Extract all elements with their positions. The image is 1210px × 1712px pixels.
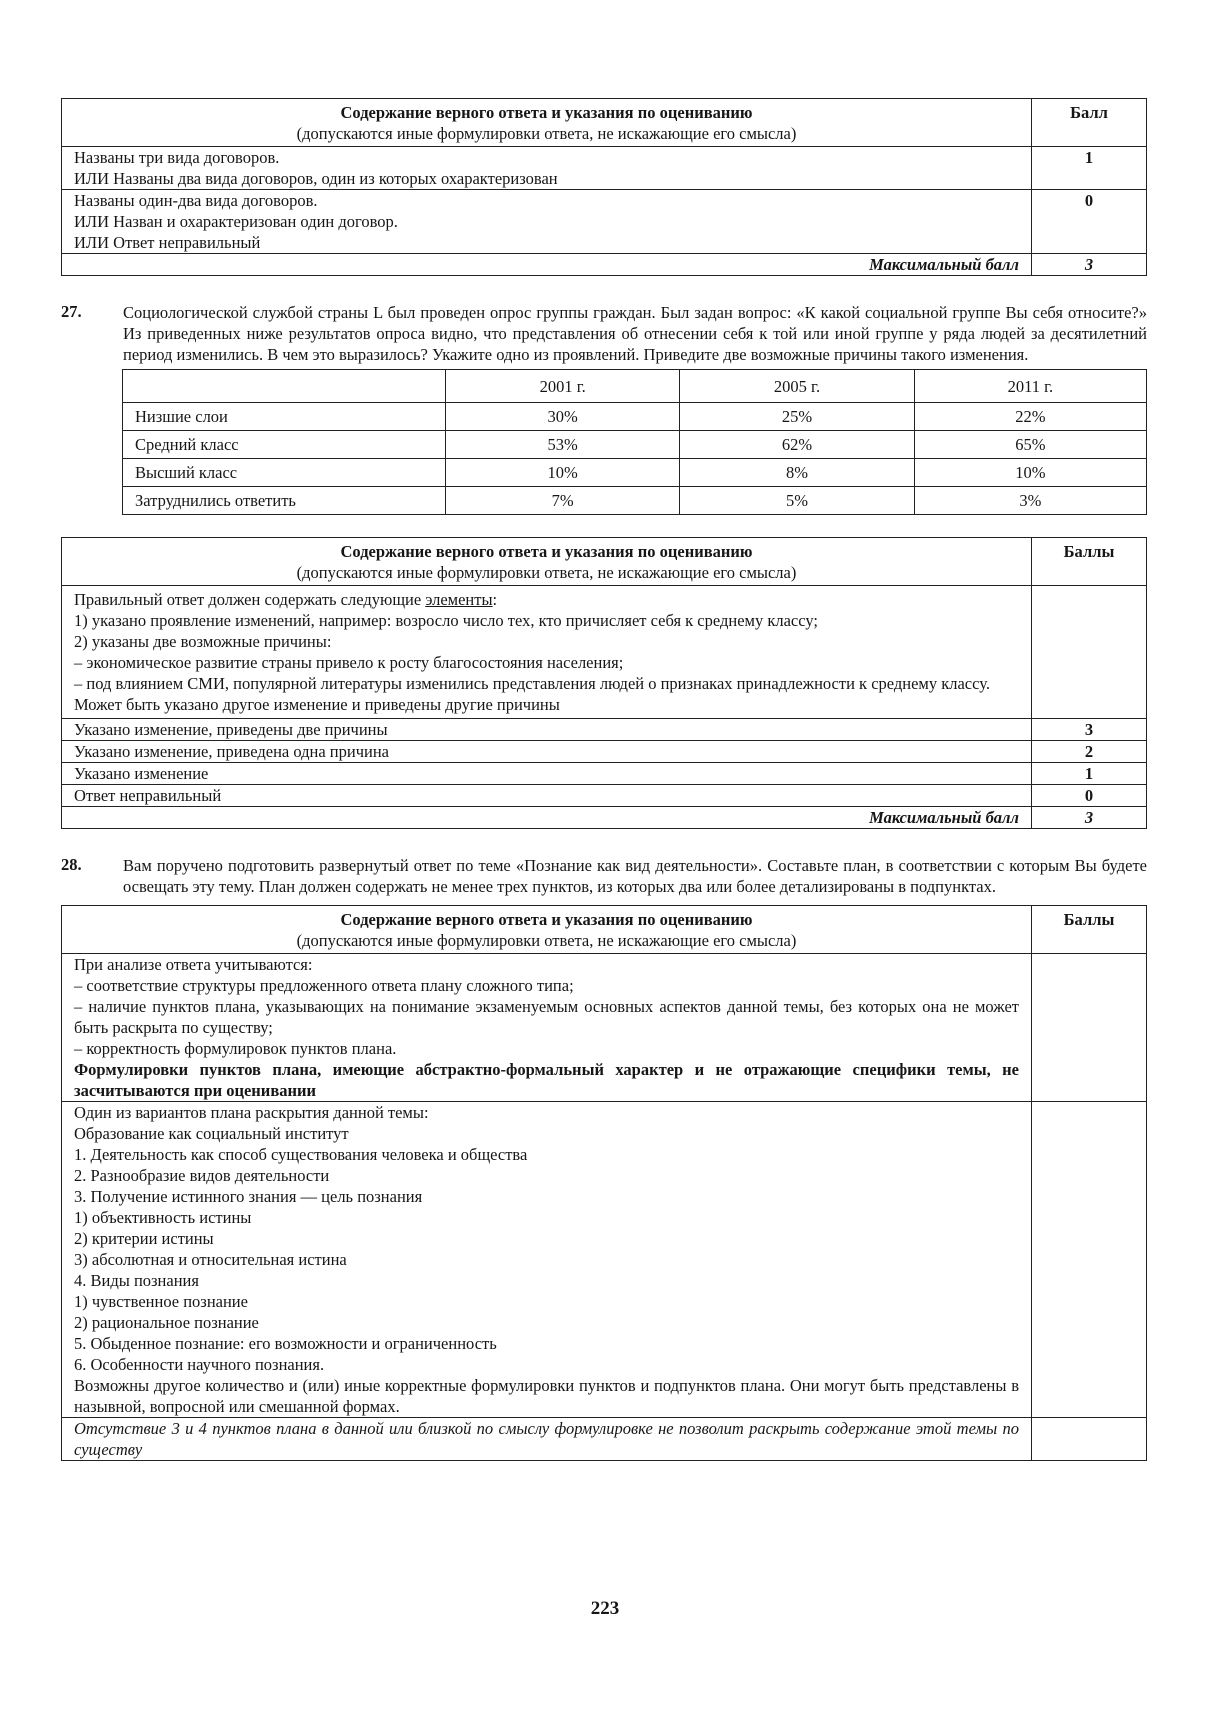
criteria-line: ИЛИ Назван и охарактеризован один договор.	[74, 212, 398, 231]
answer-intro-end: :	[492, 590, 498, 609]
task-text: Социологической службой страны L был проведен опрос группы граждан. Был задан вопрос: «К какой социальной группе Вы себя относите?» Из приведенных ниже результатов опроса видно, что представления об отнесении себя к той или иной группе у ряда людей за десятилетний период изменились. В чем это выразилось? Укажите одно из проявлений. Приведите две возможные причины такого изменения.	[123, 303, 1147, 364]
analysis-bold-note: Формулировки пунктов плана, имеющие абстрактно-формальный характер и не отражающие специфики темы, не засчитываются при оценивании	[74, 1060, 1019, 1100]
survey-value: 10%	[914, 459, 1146, 487]
survey-row-label: Средний класс	[123, 431, 446, 459]
survey-value: 5%	[680, 487, 914, 515]
survey-header-row	[123, 370, 1147, 403]
italic-note: Отсутствие 3 и 4 пунктов плана в данной или близкой по смыслу формулировке не позволит раскрыть содержание этой темы по существу	[62, 1418, 1032, 1461]
plan-line: 1) чувственное познание	[74, 1292, 248, 1311]
score-cell: 0	[1032, 190, 1147, 254]
table-row	[62, 763, 1147, 785]
survey-row-label: Низшие слои	[123, 403, 446, 431]
max-score-row	[62, 254, 1147, 276]
max-score-label: Максимальный балл	[62, 254, 1032, 276]
plan-line: Образование как социальный институт	[74, 1124, 349, 1143]
survey-value: 8%	[680, 459, 914, 487]
answer-line: Может быть указано другое изменение и приведены другие причины	[74, 695, 560, 714]
survey-value: 10%	[446, 459, 680, 487]
table-header-row	[62, 99, 1147, 147]
task-number: 28.	[61, 855, 82, 874]
plan-line: 6. Особенности научного познания.	[74, 1355, 325, 1374]
survey-row	[123, 431, 1147, 459]
plan-line: 3. Получение истинного знания — цель познания	[74, 1187, 423, 1206]
header-content	[62, 906, 1032, 954]
header-score: Баллы	[1032, 538, 1147, 586]
score-cell-empty	[1032, 954, 1147, 1102]
score-cell: 1	[1032, 147, 1147, 190]
criteria-cell	[62, 190, 1032, 254]
survey-value: 3%	[914, 487, 1146, 515]
table-row	[62, 586, 1147, 719]
plan-cell	[62, 1102, 1032, 1418]
max-score-row	[62, 807, 1147, 829]
survey-value: 53%	[446, 431, 680, 459]
header-sub: (допускаются иные формулировки ответа, не искажающие его смысла)	[296, 931, 797, 950]
max-score-label: Максимальный балл	[62, 807, 1032, 829]
header-sub: (допускаются иные формулировки ответа, не искажающие его смысла)	[296, 563, 797, 582]
score-cell-empty	[1032, 1102, 1147, 1418]
score-cell: 0	[1032, 785, 1147, 807]
survey-header-empty	[123, 370, 446, 403]
answer-line: 2) указаны две возможные причины:	[74, 632, 332, 651]
table-task27-criteria	[61, 537, 1147, 829]
analysis-line: – наличие пунктов плана, указывающих на понимание экзаменуемым основных аспектов данной темы, без которых она не может быть раскрыта по существу;	[74, 997, 1019, 1037]
criteria-cell	[62, 147, 1032, 190]
plan-line: 1) объективность истины	[74, 1208, 252, 1227]
table-row	[62, 785, 1147, 807]
criteria-line: ИЛИ Ответ неправильный	[74, 233, 261, 252]
scoring-label: Ответ неправильный	[62, 785, 1032, 807]
survey-results-table	[122, 369, 1147, 515]
scoring-label: Указано изменение	[62, 763, 1032, 785]
criteria-line: Названы три вида договоров.	[74, 148, 280, 167]
scoring-label: Указано изменение, приведены две причины	[62, 719, 1032, 741]
score-cell: 1	[1032, 763, 1147, 785]
criteria-line: ИЛИ Названы два вида договоров, один из которых охарактеризован	[74, 169, 558, 188]
survey-header-year: 2011 г.	[914, 370, 1146, 403]
score-cell-empty	[1032, 1418, 1147, 1461]
table-task28-criteria	[61, 905, 1147, 1461]
header-main: Содержание верного ответа и указания по оцениванию	[340, 910, 753, 929]
header-content	[62, 538, 1032, 586]
score-cell-empty	[1032, 586, 1147, 719]
table-header-row	[62, 906, 1147, 954]
table-header-row	[62, 538, 1147, 586]
header-score: Баллы	[1032, 906, 1147, 954]
analysis-line: – соответствие структуры предложенного ответа плану сложного типа;	[74, 976, 574, 995]
plan-line: 5. Обыденное познание: его возможности и ограниченность	[74, 1334, 497, 1353]
survey-value: 7%	[446, 487, 680, 515]
header-content	[62, 99, 1032, 147]
page-number: 223	[590, 1598, 620, 1619]
header-sub: (допускаются иные формулировки ответа, не искажающие его смысла)	[296, 124, 797, 143]
plan-line: Один из вариантов плана раскрытия данной темы:	[74, 1103, 429, 1122]
table-row	[62, 1418, 1147, 1461]
table-row	[62, 719, 1147, 741]
plan-line: 2. Разнообразие видов деятельности	[74, 1166, 330, 1185]
survey-value: 65%	[914, 431, 1146, 459]
plan-note: Возможны другое количество и (или) иные корректные формулировки пунктов и подпунктов плана. Они могут быть представлены в назывной, вопросной или смешанной формах.	[74, 1376, 1019, 1416]
survey-value: 22%	[914, 403, 1146, 431]
analysis-line: При анализе ответа учитываются:	[74, 955, 313, 974]
survey-row	[123, 403, 1147, 431]
table-row	[62, 954, 1147, 1102]
page-content	[61, 98, 1147, 1461]
max-score-value: 3	[1032, 807, 1147, 829]
analysis-cell	[62, 954, 1032, 1102]
survey-row	[123, 459, 1147, 487]
answer-intro	[74, 589, 1019, 610]
survey-value: 30%	[446, 403, 680, 431]
answer-line: – под влиянием СМИ, популярной литературы изменились представления людей о признаках принадлежности к среднему классу.	[74, 674, 990, 693]
survey-row-label: Затруднились ответить	[123, 487, 446, 515]
answer-line: 1) указано проявление изменений, например: возросло число тех, кто причисляет себя к среднему классу;	[74, 611, 818, 630]
answer-line: – экономическое развитие страны привело к росту благосостояния населения;	[74, 653, 624, 672]
plan-line: 1. Деятельность как способ существования человека и общества	[74, 1145, 528, 1164]
answer-elements-cell	[62, 586, 1032, 719]
header-main: Содержание верного ответа и указания по оцениванию	[340, 542, 753, 561]
table-row	[62, 1102, 1147, 1418]
task-number: 27.	[61, 302, 82, 321]
survey-value: 25%	[680, 403, 914, 431]
plan-line: 2) рациональное познание	[74, 1313, 259, 1332]
criteria-line: Названы один-два вида договоров.	[74, 191, 318, 210]
score-cell: 3	[1032, 719, 1147, 741]
score-cell: 2	[1032, 741, 1147, 763]
survey-value: 62%	[680, 431, 914, 459]
task-28	[61, 855, 1147, 897]
survey-row-label: Высший класс	[123, 459, 446, 487]
table-row	[62, 147, 1147, 190]
survey-row	[123, 487, 1147, 515]
header-main: Содержание верного ответа и указания по оцениванию	[340, 103, 753, 122]
max-score-value: 3	[1032, 254, 1147, 276]
survey-header-year: 2001 г.	[446, 370, 680, 403]
survey-header-year: 2005 г.	[680, 370, 914, 403]
answer-intro-text: Правильный ответ должен содержать следующие	[74, 590, 426, 609]
answer-intro-underlined: элементы	[425, 590, 493, 609]
plan-line: 2) критерии истины	[74, 1229, 214, 1248]
task-27	[61, 302, 1147, 365]
plan-line: 3) абсолютная и относительная истина	[74, 1250, 347, 1269]
analysis-line: – корректность формулировок пунктов плана.	[74, 1039, 397, 1058]
plan-line: 4. Виды познания	[74, 1271, 199, 1290]
table-row	[62, 741, 1147, 763]
table-row	[62, 190, 1147, 254]
table-task26-criteria	[61, 98, 1147, 276]
header-score: Балл	[1032, 99, 1147, 147]
scoring-label: Указано изменение, приведена одна причина	[62, 741, 1032, 763]
task-text: Вам поручено подготовить развернутый ответ по теме «Познание как вид деятельности». Составьте план, в соответствии с которым Вы будете освещать эту тему. План должен содержать не менее трех пунктов, из которых два или более детализированы в подпунктах.	[123, 856, 1147, 896]
